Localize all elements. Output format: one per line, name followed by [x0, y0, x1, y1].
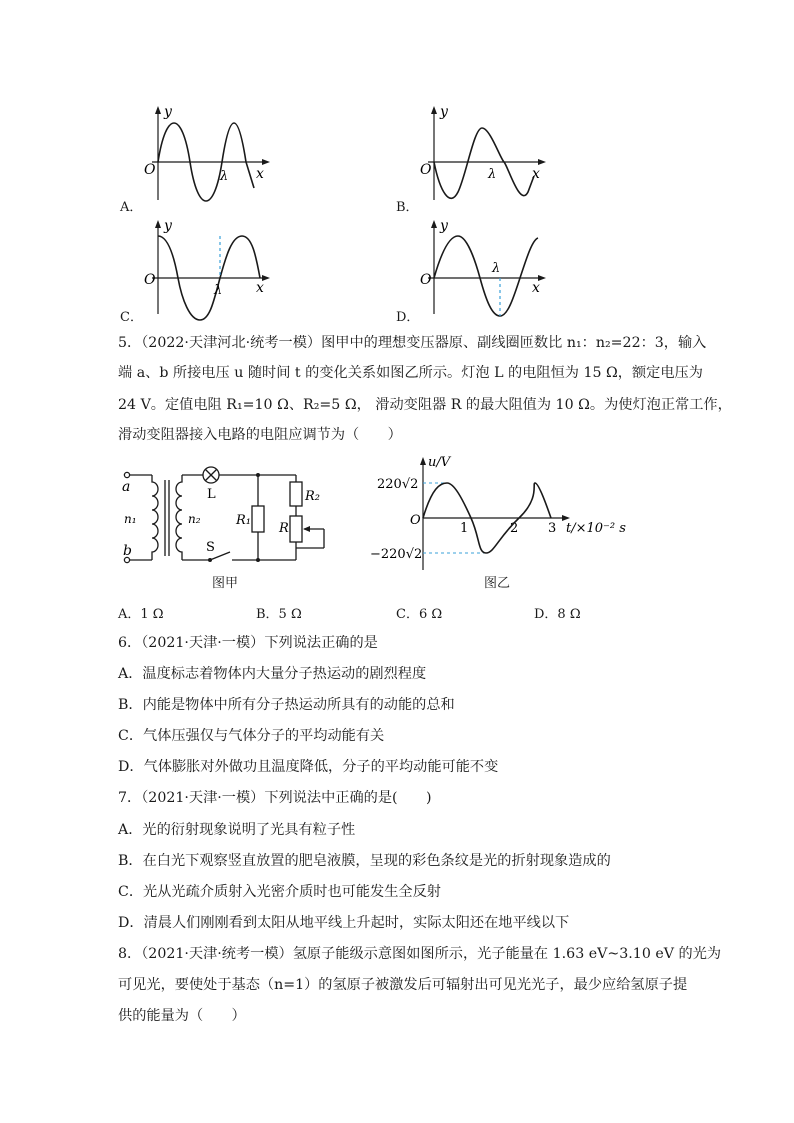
q5-option-d: D．8 Ω [534, 607, 581, 622]
q6-stem: 6．（2021·天津·一模）下列说法正确的是 [118, 635, 378, 651]
lambda-label: λ [214, 283, 223, 298]
q5-option-b: B．5 Ω [256, 607, 302, 622]
lamp-label: L [207, 487, 216, 502]
option-a-letter: A． [120, 200, 143, 215]
wave-graph-d [414, 216, 554, 322]
y-axis-label: y [164, 104, 172, 120]
lambda-label: λ [220, 169, 229, 184]
q6-option-b: B．内能是物体中所有分子热运动所具有的动能的总和 [118, 697, 455, 713]
q5-line-1: 5．（2022·天津河北·统考一模）图甲中的理想变压器原、副线圈匝数比 n₁：n₂=22：3，输入 [118, 335, 707, 351]
n2-label: n₂ [188, 512, 201, 526]
circuit-caption: 图甲 [212, 576, 239, 591]
switch-label: S [206, 540, 215, 555]
origin-label: O [410, 513, 421, 528]
wave-graph-c [138, 216, 278, 322]
n1-label: n₁ [124, 512, 137, 526]
voltage-axis-label: u/V [428, 455, 451, 470]
ymin-label: −220√2 [370, 547, 423, 562]
q7-option-d: D．清晨人们刚刚看到太阳从地平线上升起时，实际太阳还在地平线以下 [118, 915, 570, 931]
lambda-label: λ [488, 167, 497, 182]
r1-label: R₁ [236, 513, 251, 528]
terminal-a-label: a [122, 479, 131, 495]
wave-graph-a [138, 100, 278, 210]
graph-caption: 图乙 [484, 576, 511, 591]
tick-3-label: 3 [548, 521, 557, 536]
q8-line-2: 可见光，要使处于基态（n=1）的氢原子被激发后可辐射出可见光光子，最少应给氢原子提 [118, 977, 688, 993]
q7-option-c: C．光从光疏介质射入光密介质时也可能发生全反射 [118, 884, 441, 900]
q8-line-1: 8．（2021·天津·统考一模）氢原子能级示意图如图所示，光子能量在 1.63 eV~3.10 eV 的光为 [118, 946, 722, 962]
y-axis-label: y [440, 104, 448, 120]
q5-line-4: 滑动变阻器接入电路的电阻应调节为（ ） [118, 427, 402, 443]
x-axis-label: x [532, 166, 540, 182]
y-axis-label: y [164, 218, 172, 234]
option-b-letter: B． [396, 200, 419, 215]
origin-label: O [420, 272, 432, 288]
x-axis-label: x [256, 166, 264, 182]
tick-1-label: 1 [460, 521, 469, 536]
origin-label: O [420, 162, 432, 178]
q6-option-d: D．气体膨胀对外做功且温度降低，分子的平均动能可能不变 [118, 759, 499, 775]
q7-option-b: B．在白光下观察竖直放置的肥皂液膜，呈现的彩色条纹是光的折射现象造成的 [118, 853, 611, 869]
q7-stem: 7．（2021·天津·一模）下列说法中正确的是( ) [118, 790, 432, 806]
q5-line-2: 端 a、b 所接电压 u 随时间 t 的变化关系如图乙所示。灯泡 L 的电阻恒为 15 Ω，额定电压为 [118, 365, 703, 381]
q5-line-3: 24 V。定值电阻 R₁=10 Ω、R₂=5 Ω， 滑动变阻器 R 的最大阻值为 10 Ω。为使灯泡正常工作， [118, 397, 732, 413]
r2-label: R₂ [305, 489, 320, 504]
lambda-label: λ [492, 261, 501, 276]
ymax-label: 220√2 [377, 477, 419, 492]
r-label: R [279, 521, 289, 536]
voltage-graph [350, 452, 650, 572]
circuit-diagram [118, 460, 343, 575]
tick-2-label: 2 [510, 521, 519, 536]
option-c-letter: C． [120, 310, 143, 325]
time-axis-label: t/×10⁻² s [566, 521, 626, 536]
q6-option-c: C．气体压强仅与气体分子的平均动能有关 [118, 728, 385, 744]
q8-line-3: 供的能量为（ ） [118, 1008, 246, 1024]
x-axis-label: x [256, 280, 264, 296]
terminal-b-label: b [123, 543, 132, 559]
option-d-letter: D． [396, 310, 420, 325]
origin-label: O [144, 162, 156, 178]
y-axis-label: y [440, 218, 448, 234]
q5-option-a: A．1 Ω [118, 607, 164, 622]
q6-option-a: A．温度标志着物体内大量分子热运动的剧烈程度 [118, 666, 427, 682]
origin-label: O [144, 272, 156, 288]
wave-graph-b [414, 100, 554, 210]
q7-option-a: A．光的衍射现象说明了光具有粒子性 [118, 822, 356, 838]
q5-option-c: C．6 Ω [396, 607, 443, 622]
x-axis-label: x [532, 280, 540, 296]
